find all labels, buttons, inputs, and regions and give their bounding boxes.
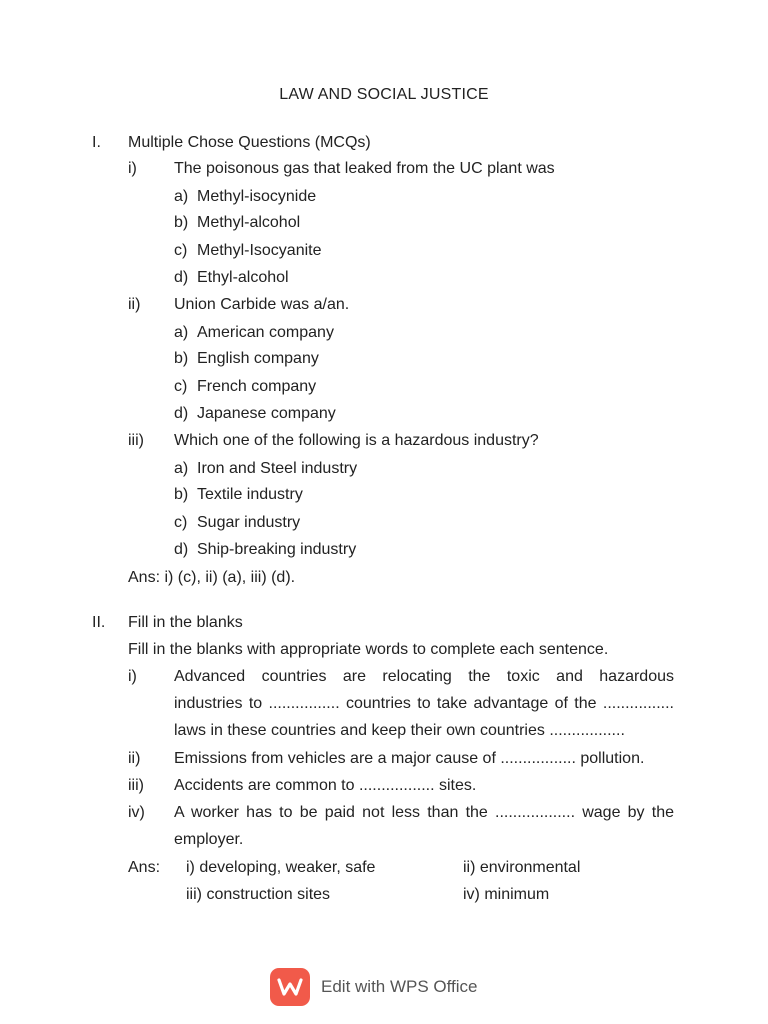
section-number: II. (92, 614, 106, 631)
option-text: Methyl-Isocyanite (197, 242, 322, 259)
option-text: Ethyl-alcohol (197, 269, 289, 286)
option-letter: c) (174, 514, 188, 531)
option (174, 268, 289, 288)
option-text: Iron and Steel industry (197, 460, 358, 477)
section-number: I. (92, 134, 101, 151)
section-title: Fill in the blanks (128, 614, 243, 631)
answer-label: Ans: (128, 859, 161, 876)
wps-office-logo-icon (270, 968, 310, 1006)
option (174, 349, 319, 369)
option-letter: a) (174, 324, 189, 341)
option-text: American company (197, 324, 334, 341)
answer-item: iv) minimum (463, 886, 550, 903)
item-number: i) (128, 668, 137, 685)
option (174, 187, 316, 207)
option-letter: a) (174, 188, 189, 205)
item-line: laws in these countries and keep their own countries ................. (174, 722, 625, 739)
mcq-answer: Ans: i) (c), ii) (a), iii) (d). (128, 569, 296, 586)
question-number: i) (128, 160, 137, 177)
option-letter: b) (174, 350, 189, 367)
option-letter: b) (174, 486, 189, 503)
question-text: The poisonous gas that leaked from the UC plant was (174, 160, 555, 177)
answer-item: ii) environmental (463, 859, 581, 876)
item-number: ii) (128, 750, 141, 767)
option-text: French company (197, 378, 317, 395)
option (174, 404, 336, 424)
answer-item: iii) construction sites (186, 886, 331, 903)
item-line: employer. (174, 831, 244, 848)
option-letter: d) (174, 269, 189, 286)
question-text: Which one of the following is a hazardous industry? (174, 432, 539, 449)
page-title: LAW AND SOCIAL JUSTICE (279, 86, 489, 103)
option-letter: a) (174, 460, 189, 477)
option-letter: c) (174, 242, 188, 259)
option (174, 213, 300, 233)
option-letter: b) (174, 214, 189, 231)
option-letter: d) (174, 405, 189, 422)
option (174, 241, 322, 261)
section-title: Multiple Chose Questions (MCQs) (128, 134, 371, 151)
option (174, 323, 334, 343)
item-number: iii) (128, 777, 144, 794)
option-letter: c) (174, 378, 188, 395)
item-number: iv) (128, 804, 145, 821)
option-text: Methyl-isocynide (197, 188, 317, 205)
option (174, 540, 356, 560)
wps-edit-link[interactable] (270, 968, 478, 1006)
item-line: Emissions from vehicles are a major cause of ................. pollution. (174, 750, 645, 767)
option-text: Methyl-alcohol (197, 214, 301, 231)
wps-edit-label: Edit with WPS Office (321, 977, 478, 996)
option-letter: d) (174, 541, 189, 558)
option-text: Sugar industry (197, 514, 301, 531)
item-line: Advanced countries are relocating the toxic and hazardous (174, 668, 674, 685)
option-text: English company (197, 350, 319, 367)
option (174, 513, 300, 533)
question-number: ii) (128, 296, 141, 313)
option (174, 485, 303, 505)
item-line: industries to ................ countries to take advantage of the ................ (174, 695, 674, 712)
answer-item: i) developing, weaker, safe (186, 859, 376, 876)
item-line: Accidents are common to ................. sites. (174, 777, 477, 794)
item-line: A worker has to be paid not less than the .................. wage by the (174, 804, 674, 821)
option-text: Japanese company (197, 405, 336, 422)
option (174, 459, 357, 479)
question-text: Union Carbide was a/an. (174, 296, 350, 313)
option (174, 377, 316, 397)
question-number: iii) (128, 432, 144, 449)
option-text: Ship-breaking industry (197, 541, 357, 558)
section-instruction: Fill in the blanks with appropriate words to complete each sentence. (128, 641, 609, 658)
option-text: Textile industry (197, 486, 303, 503)
